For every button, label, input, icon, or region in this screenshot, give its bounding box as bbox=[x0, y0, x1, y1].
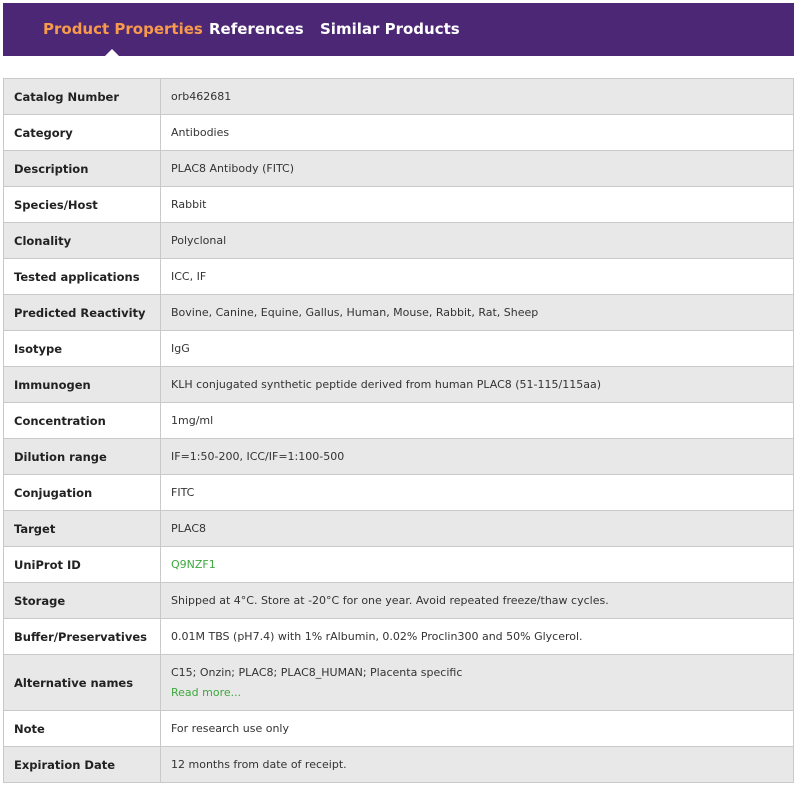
uniprot-id-cell bbox=[161, 547, 794, 583]
active-tab-indicator bbox=[105, 49, 119, 56]
row-storage bbox=[4, 583, 794, 619]
property-label: Isotype bbox=[4, 331, 161, 367]
tab-references[interactable]: References bbox=[209, 20, 304, 38]
row-target bbox=[4, 511, 794, 547]
dilution-range-value: IF=1:50-200, ICC/IF=1:100-500 bbox=[161, 439, 794, 475]
property-label: UniProt ID bbox=[4, 547, 161, 583]
row-predicted-reactivity bbox=[4, 295, 794, 331]
tab-product-properties[interactable]: Product Properties bbox=[43, 20, 203, 38]
buffer-preservatives-value: 0.01M TBS (pH7.4) with 1% rAlbumin, 0.02% Proclin300 and 50% Glycerol. bbox=[161, 619, 794, 655]
product-properties-table bbox=[3, 78, 794, 783]
tested-applications-value: ICC, IF bbox=[161, 259, 794, 295]
row-catalog-number bbox=[4, 79, 794, 115]
property-label: Catalog Number bbox=[4, 79, 161, 115]
row-conjugation bbox=[4, 475, 794, 511]
property-label: Conjugation bbox=[4, 475, 161, 511]
row-description bbox=[4, 151, 794, 187]
row-clonality bbox=[4, 223, 794, 259]
property-label: Dilution range bbox=[4, 439, 161, 475]
catalog-number-value: orb462681 bbox=[161, 79, 794, 115]
immunogen-value: KLH conjugated synthetic peptide derived from human PLAC8 (51-115/115aa) bbox=[161, 367, 794, 403]
species-host-value: Rabbit bbox=[161, 187, 794, 223]
property-label: Buffer/Preservatives bbox=[4, 619, 161, 655]
tab-similar-products[interactable]: Similar Products bbox=[320, 20, 460, 38]
row-species-host bbox=[4, 187, 794, 223]
row-note bbox=[4, 711, 794, 747]
property-label: Immunogen bbox=[4, 367, 161, 403]
property-label: Tested applications bbox=[4, 259, 161, 295]
row-dilution-range bbox=[4, 439, 794, 475]
alternative-names-value: C15; Onzin; PLAC8; PLAC8_HUMAN; Placenta specific bbox=[171, 666, 463, 679]
isotype-value: IgG bbox=[161, 331, 794, 367]
property-label: Expiration Date bbox=[4, 747, 161, 783]
row-uniprot-id bbox=[4, 547, 794, 583]
property-label: Description bbox=[4, 151, 161, 187]
row-isotype bbox=[4, 331, 794, 367]
alternative-names-cell bbox=[161, 655, 794, 711]
property-label: Category bbox=[4, 115, 161, 151]
property-label: Concentration bbox=[4, 403, 161, 439]
property-label: Predicted Reactivity bbox=[4, 295, 161, 331]
property-label: Alternative names bbox=[4, 655, 161, 711]
concentration-value: 1mg/ml bbox=[161, 403, 794, 439]
property-label: Species/Host bbox=[4, 187, 161, 223]
row-category bbox=[4, 115, 794, 151]
storage-value: Shipped at 4°C. Store at -20°C for one year. Avoid repeated freeze/thaw cycles. bbox=[161, 583, 794, 619]
conjugation-value: FITC bbox=[161, 475, 794, 511]
row-alternative-names bbox=[4, 655, 794, 711]
row-tested-applications bbox=[4, 259, 794, 295]
clonality-value: Polyclonal bbox=[161, 223, 794, 259]
row-immunogen bbox=[4, 367, 794, 403]
property-label: Target bbox=[4, 511, 161, 547]
property-label: Clonality bbox=[4, 223, 161, 259]
predicted-reactivity-value: Bovine, Canine, Equine, Gallus, Human, Mouse, Rabbit, Rat, Sheep bbox=[161, 295, 794, 331]
expiration-date-value: 12 months from date of receipt. bbox=[161, 747, 794, 783]
description-value: PLAC8 Antibody (FITC) bbox=[161, 151, 794, 187]
row-buffer-preservatives bbox=[4, 619, 794, 655]
uniprot-id-link[interactable]: Q9NZF1 bbox=[171, 558, 216, 571]
row-concentration bbox=[4, 403, 794, 439]
property-label: Note bbox=[4, 711, 161, 747]
row-expiration-date bbox=[4, 747, 794, 783]
target-value: PLAC8 bbox=[161, 511, 794, 547]
property-label: Storage bbox=[4, 583, 161, 619]
category-value: Antibodies bbox=[161, 115, 794, 151]
tab-bar bbox=[3, 3, 794, 56]
note-value: For research use only bbox=[161, 711, 794, 747]
read-more-link[interactable]: Read more... bbox=[171, 686, 242, 699]
